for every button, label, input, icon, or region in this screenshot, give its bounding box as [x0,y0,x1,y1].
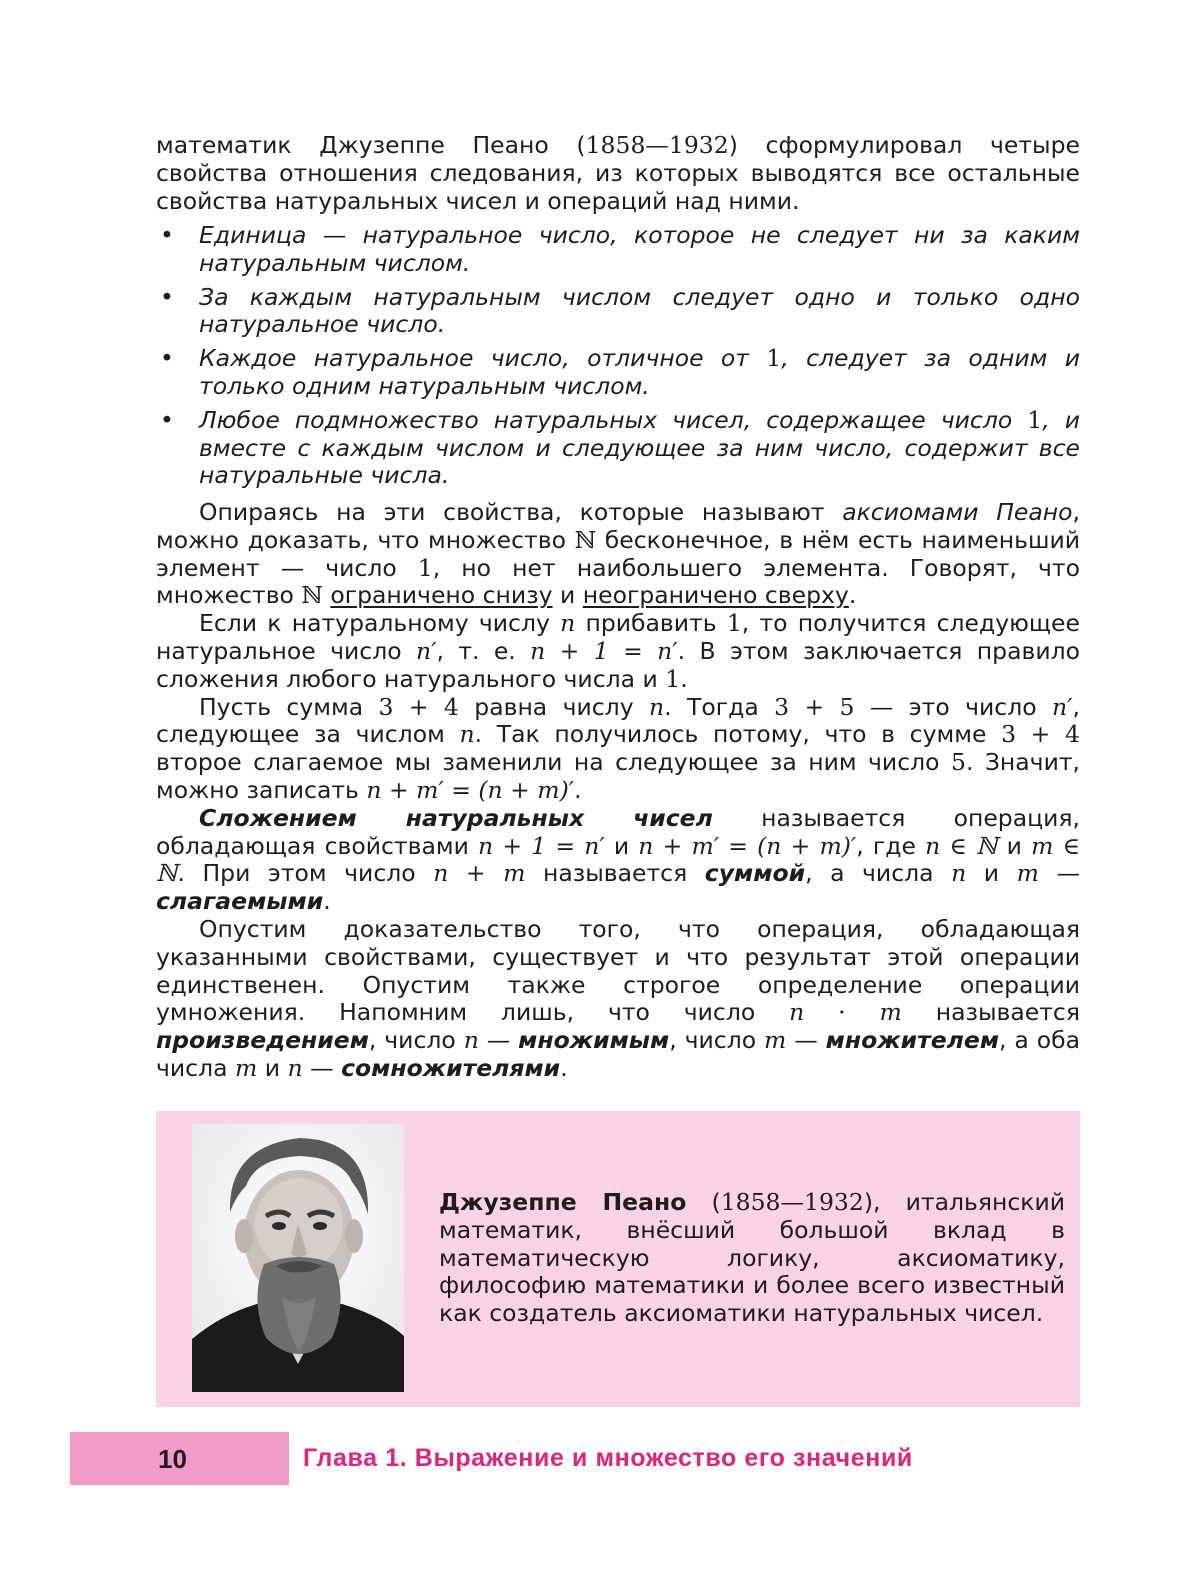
peano-portrait [192,1124,404,1392]
portrait-photo [192,1124,404,1392]
paragraph-axioms-consequence: Опираясь на эти свойства, которые называют аксиомами Пеано, можно доказать, что множество ℕ бесконечное, в нём есть наименьший элемент — число 1, но нет наибольшего элемента. Говорят, что множество ℕ ограничено снизу и неограничено сверху. [156,498,1080,610]
biography-box [156,1111,1080,1407]
paragraph-sum-example: Пусть сумма 3 + 4 равна числу n. Тогда 3 + 5 — это число n′, следующее за числом n. Так получилось потому, что в сумме 3 + 4 второе слагаемое мы заменили на следующее за ним число 5. Значит, можно записать n + m′ = (n + m)′. [156,692,1080,804]
axiom-item: • Любое подмножество натуральных чисел, содержащее число 1, и вместе с каждым числом и следующее за ним число, содержит все натуральные числа. [160,405,1081,490]
paragraph-addition-definition: Сложением натуральных чисел называется операция, обладающая свойствами n + 1 = n′ и n + m′ = (n + m)′, где n ∈ ℕ и m ∈ ℕ. При этом число n + m называется суммой, а числа n и m — слагаемыми. [156,803,1081,916]
intro-paragraph [156,132,1080,215]
bio-name: Джузеппе Пеано [439,1188,687,1216]
body-text [156,499,1080,1083]
page-number-tab [70,1432,289,1485]
page-number: 10 [158,1444,187,1474]
paragraph-multiplication: Опустим доказательство того, что операция, обладающая указанными свойствами, существует и что результат этой операции единственен. Опустим также строгое определение операции умножения. Напомним лишь, что число n · m называется произведением, число n — множимым, число m — множителем, а оба числа m и n — сомножителями. [156,914,1080,1082]
axiom-item: • Каждое натуральное число, отличное от 1, следует за одним и только одним натуральным числом. [160,344,1080,400]
axiom-item: • Единица — натуральное число, которое не следует ни за каким натуральным числом. [160,221,1080,277]
biography-text: Джузеппе Пеано (1858—1932), итальянский математик, внёсший большой вклад в математическую логику, аксиоматику, философию математики и более всего известный как создатель аксиоматики натуральных чисел. [439,1188,1065,1328]
chapter-title: Глава 1. Выражение и множество его значений [303,1444,913,1472]
paragraph-successor: Если к натуральному числу n прибавить 1, то получится следующее натуральное число n′, т. е. n + 1 = n′. В этом заключается правило сложения любого натурального числа и 1. [156,609,1081,693]
axiom-item: • За каждым натуральным числом следует одно и только одно натуральное число. [160,282,1080,339]
intro-text: математик Джузеппе Пеано (1858—1932) сформулировал четыре свойства отношения следования, из которых выводятся все остальные свойства натуральных чисел и операций над ними. [156,131,1080,215]
peano-axioms-list [156,222,1080,490]
